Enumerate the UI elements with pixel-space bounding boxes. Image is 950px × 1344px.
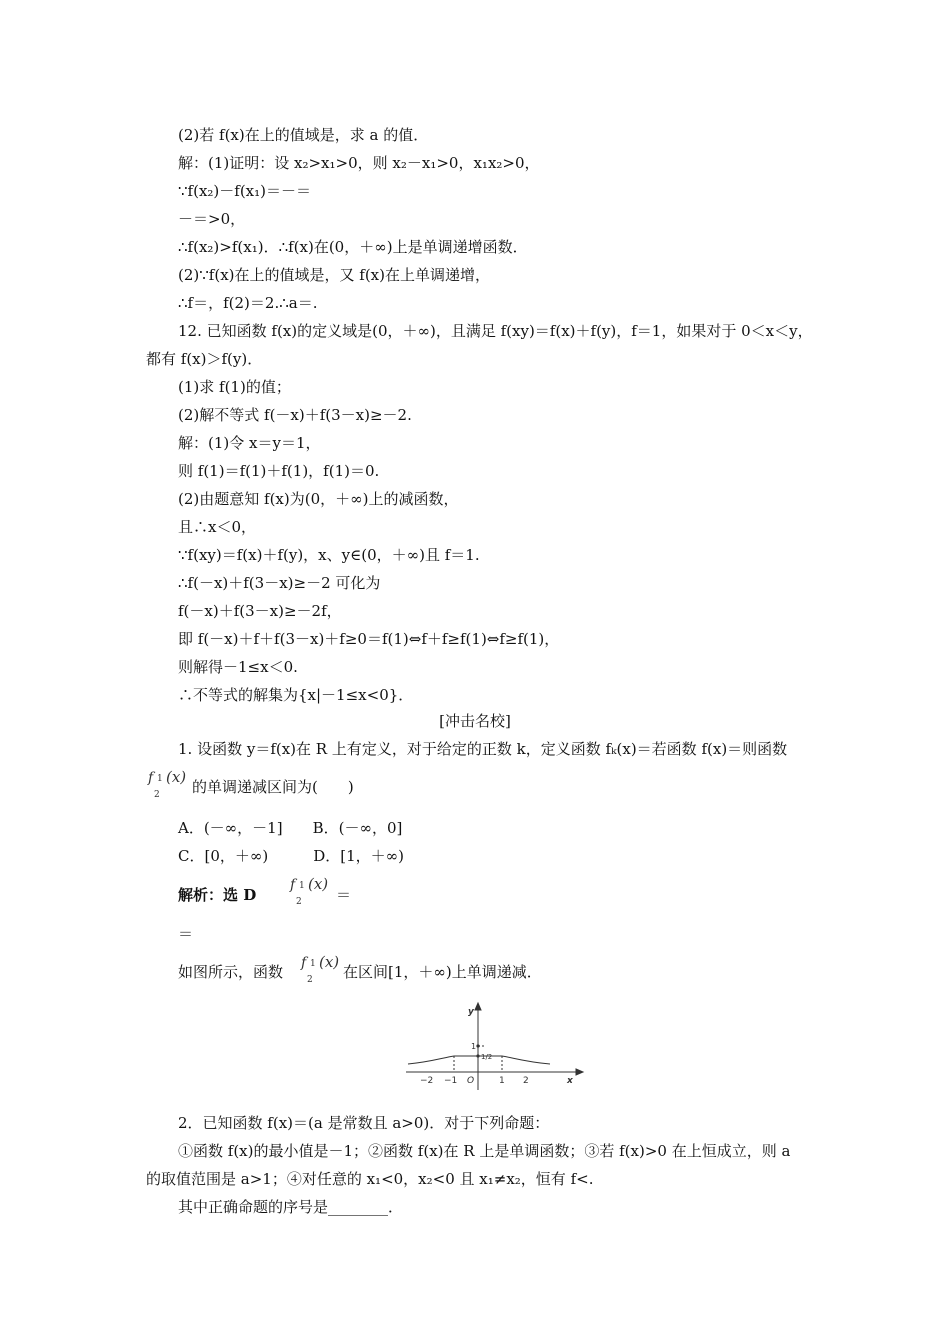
formula-f-half: f 1 (x) 2	[148, 768, 187, 800]
text-line: 解：(1)证明：设 x₂>x₁>0，则 x₂－x₁>0，x₁x₂>0，	[178, 154, 540, 172]
x-tick-label: −1	[444, 1076, 458, 1086]
text-line: 都有 f(x)＞f(y)．	[146, 350, 263, 368]
x-tick-label: 1	[499, 1076, 505, 1086]
choice-c-d: C．[0，＋∞) D．[1，＋∞)	[178, 847, 404, 865]
text-line: 在区间[1，＋∞)上单调递减．	[343, 963, 542, 981]
text-line: 即 f(－x)＋f＋f(3－x)＋f≥0＝f(1)⇔f＋f≥f(1)⇔f≥f(1)，	[178, 630, 560, 648]
problem-1-statement: 1. 设函数 y＝f(x)在 R 上有定义，对于给定的正数 k，定义函数 fₖ(x)＝若函数 f(x)＝则函数	[178, 740, 788, 758]
text-line: (2)解不等式 f(－x)＋f(3－x)≥－2.	[178, 406, 412, 424]
text-line: 的单调递减区间为( )	[192, 778, 354, 796]
y-tick-label: 1/2	[481, 1053, 493, 1061]
text-line: 的取值范围是 a>1；④对任意的 x₁<0，x₂<0 且 x₁≠x₂，恒有 f<.	[146, 1170, 594, 1188]
text-line: 则 f(1)＝f(1)＋f(1)，f(1)＝0.	[178, 462, 380, 480]
function-graph	[400, 1000, 585, 1092]
problem-12-statement: 12. 已知函数 f(x)的定义域是(0，＋∞)，且满足 f(xy)＝f(x)＋f(y)，f＝1，如果对于 0＜x＜y，	[178, 322, 813, 340]
text-line: 则解得－1≤x＜0.	[178, 658, 298, 676]
text-line: (1)求 f(1)的值；	[178, 378, 291, 396]
y-tick-label: 1	[471, 1042, 477, 1051]
text-line: 如图所示，函数	[178, 963, 284, 981]
text-line: 且∴x＜0，	[178, 518, 257, 536]
text-line: ①函数 f(x)的最小值是－1；②函数 f(x)在 R 上是单调函数；③若 f(x)>0 在上恒成立，则 a	[178, 1142, 791, 1160]
text-line: (2)由题意知 f(x)为(0，＋∞)上的减函数，	[178, 490, 459, 508]
formula-f-half: f 1 (x) 2	[301, 953, 340, 985]
problem-2-statement: 2．已知函数 f(x)＝(a 是常数且 a>0)．对于下列命题：	[178, 1114, 550, 1132]
x-tick-label: 2	[523, 1076, 529, 1086]
text-line: ∴f(x₂)>f(x₁)．∴f(x)在(0，＋∞)上是单调递增函数．	[178, 238, 528, 256]
text-line: 解：(1)令 x＝y＝1，	[178, 434, 321, 452]
text-line: (2)若 f(x)在上的值域是，求 a 的值．	[178, 126, 429, 144]
text-line: ∵f(x₂)－f(x₁)＝－＝	[178, 182, 312, 200]
curve-right	[502, 1056, 550, 1064]
y-axis-label: y	[468, 1007, 474, 1017]
x-tick-label: −2	[420, 1076, 434, 1086]
formula-f-half: f 1 (x) 2	[290, 875, 329, 907]
text-line: ∵f(xy)＝f(x)＋f(y)，x、y∈(0，＋∞)且 f＝1.	[178, 546, 480, 564]
text-line: 其中正确命题的序号是________．	[178, 1198, 404, 1216]
text-line: ∴不等式的解集为{x|－1≤x<0}．	[178, 686, 414, 704]
choice-a-b: A．(－∞，－1] B．(－∞，0]	[178, 819, 403, 837]
y-axis-arrow	[475, 1003, 481, 1010]
text-line: (2)∵f(x)在上的值域是，又 f(x)在上单调递增，	[178, 266, 490, 284]
text-line: ∴f(－x)＋f(3－x)≥－2 可化为	[178, 574, 381, 592]
x-axis-label: x	[567, 1076, 573, 1086]
point-marker	[476, 1054, 479, 1057]
text-line: －＝>0，	[178, 210, 246, 228]
text-line: ＝	[336, 886, 352, 904]
point-marker	[476, 1044, 479, 1047]
origin-label: O	[467, 1076, 475, 1086]
answer-label: 解析：选 D	[178, 886, 257, 904]
curve-left	[408, 1056, 454, 1064]
text-line: f(－x)＋f(3－x)≥－2f，	[178, 602, 342, 620]
text-line: ∴f＝，f(2)＝2.∴a＝.	[178, 294, 318, 312]
text-line: ＝	[178, 925, 194, 943]
section-heading: [冲击名校]	[439, 712, 511, 730]
x-axis-arrow	[576, 1069, 583, 1075]
